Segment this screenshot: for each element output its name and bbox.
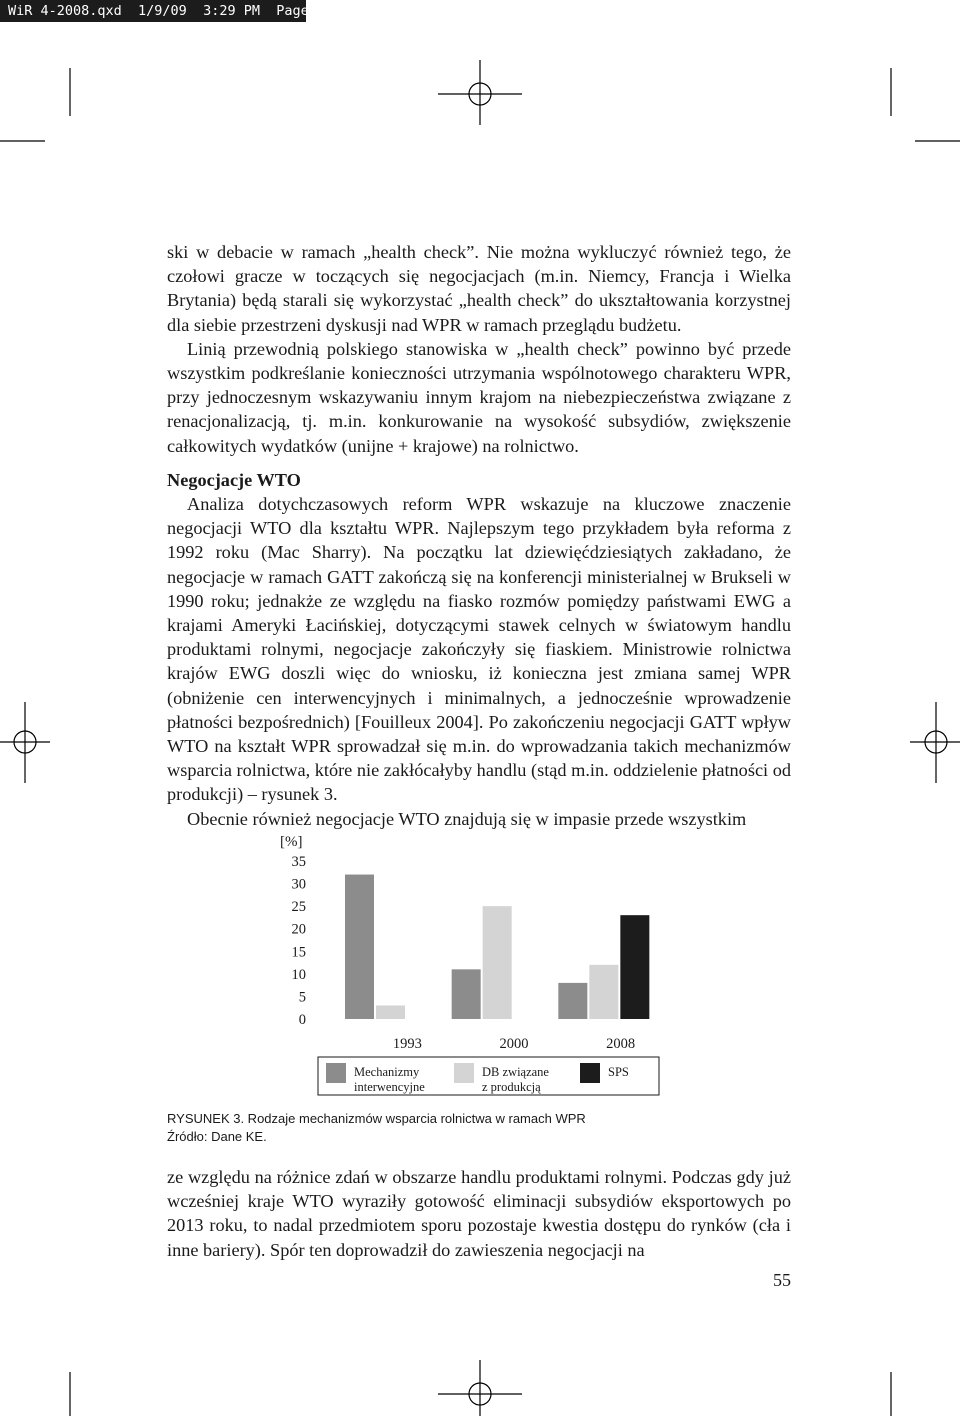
bar — [589, 965, 618, 1019]
legend-swatch — [580, 1063, 600, 1083]
y-tick-label: 25 — [291, 899, 306, 916]
bar — [558, 983, 587, 1019]
legend-label: Mechanizmy — [354, 1065, 420, 1079]
text-block-bottom — [167, 1165, 791, 1262]
text-block-top — [167, 240, 791, 458]
file-slug: WiR 4-2008.qxd 1/9/09 3:29 PM Page 55 — [0, 0, 306, 22]
y-tick-label: 5 — [298, 989, 306, 1006]
y-tick-label: 0 — [298, 1012, 306, 1028]
legend-swatch — [326, 1063, 346, 1083]
y-tick-label: 30 — [291, 876, 306, 893]
bar — [452, 969, 481, 1019]
y-tick-label: 35 — [291, 854, 306, 870]
paragraph: Linią przewodnią polskiego stanowiska w „health check” powinno być przede wszystkim podkreślanie konieczności utrzymania wspólnotowego charakteru WPR, przy jednoczesnym wskazywaniu innym krajom na niebezpieczeństwa związane z renacjonalizacją, tj. m.in. konkurowanie na wysokość subsydiów, zwiększenie całkowitych wydatków (unijne + krajowe) na rolnictwo. — [167, 338, 791, 456]
bar-chart — [250, 826, 670, 1098]
x-tick-label: 2000 — [499, 1036, 529, 1052]
legend-label: interwencyjne — [354, 1080, 425, 1094]
page-number: 55 — [773, 1270, 791, 1290]
y-tick-label: 10 — [291, 966, 306, 983]
caption-source: Źródło: Dane KE. — [167, 1129, 267, 1144]
y-axis-label: [%] — [280, 834, 303, 850]
bar — [376, 1005, 405, 1019]
x-tick-label: 2008 — [606, 1036, 636, 1052]
paragraph: Obecnie również negocjacje WTO znajdują się w impasie przede wszystkim — [187, 808, 747, 829]
legend-label: DB związane — [482, 1065, 549, 1079]
bar — [345, 875, 374, 1019]
text-block-section — [167, 468, 791, 831]
section-heading: Negocjacje WTO — [167, 470, 301, 490]
legend-label: SPS — [608, 1065, 629, 1079]
figure-caption — [167, 1110, 586, 1146]
legend-swatch — [454, 1063, 474, 1083]
paragraph: ze względu na różnice zdań w obszarze handlu produktami rolnymi. Podczas gdy już wcześniej kraje WTO wyraziły gotowość eliminacji subsydiów eksportowych po 2013 roku, to nadal przedmiotem sporu pozostaje kwestia dostępu do rynków (cła i inne bariery). Spór ten doprowadził do zawieszenia negocjacji na — [167, 1167, 791, 1260]
figure-3-chart — [250, 826, 670, 1103]
paragraph: ski w debacie w ramach „health check”. Nie można wykluczyć również tego, że czołowi gracze w toczących się negocjacjach (m.in. Niemcy, Francja i Wielka Brytania) będą starali się wykorzystać „health check” do ukształtowania korzystnej dla siebie przestrzeni dyskusji nad WPR w ramach przeglądu budżetu. — [167, 242, 791, 335]
paragraph: Analiza dotychczasowych reform WPR wskazuje na kluczowe znaczenie negocjacji WTO dla kształtu WPR. Najlepszym tego przykładem była reforma z 1992 roku (Mac Sharry). Na początku lat dziewięćdziesiątych zakładano, że negocjacje w ramach GATT zakończą się na konferencji ministerialnej w Brukseli w 1990 roku; jednakże ze względu na fiasko rozmów pomiędzy państwami EWG a krajami Ameryki Łacińskiej, dotyczącymi stawek celnych w światowym handlu produktami rolnymi, negocjacje zakończyły się fiaskiem. Ministrowie rolnictwa krajów EWG doszli więc do wniosku, iż konieczna jest zmiana samej WPR (obniżenie cen interwencyjnych i minimalnych, a jednocześnie wprowadzenie płatności bezpośrednich) [Fouilleux 2004]. Po zakończeniu negocjacji GATT wpływ WTO na kształt WPR sprowadzał się m.in. do wprowadzania takich mechanizmów wsparcia rolnictwa, które nie zakłócałyby handlu (stąd m.in. oddzielenie płatności od produkcji) – rysunek 3. — [167, 494, 791, 805]
y-tick-label: 15 — [291, 944, 306, 961]
legend-label: z produkcją — [482, 1080, 541, 1094]
caption-title: RYSUNEK 3. Rodzaje mechanizmów wsparcia rolnictwa w ramach WPR — [167, 1111, 586, 1126]
y-tick-label: 20 — [291, 921, 306, 938]
bar — [620, 915, 649, 1019]
x-tick-label: 1993 — [392, 1036, 422, 1052]
bar — [483, 906, 512, 1019]
